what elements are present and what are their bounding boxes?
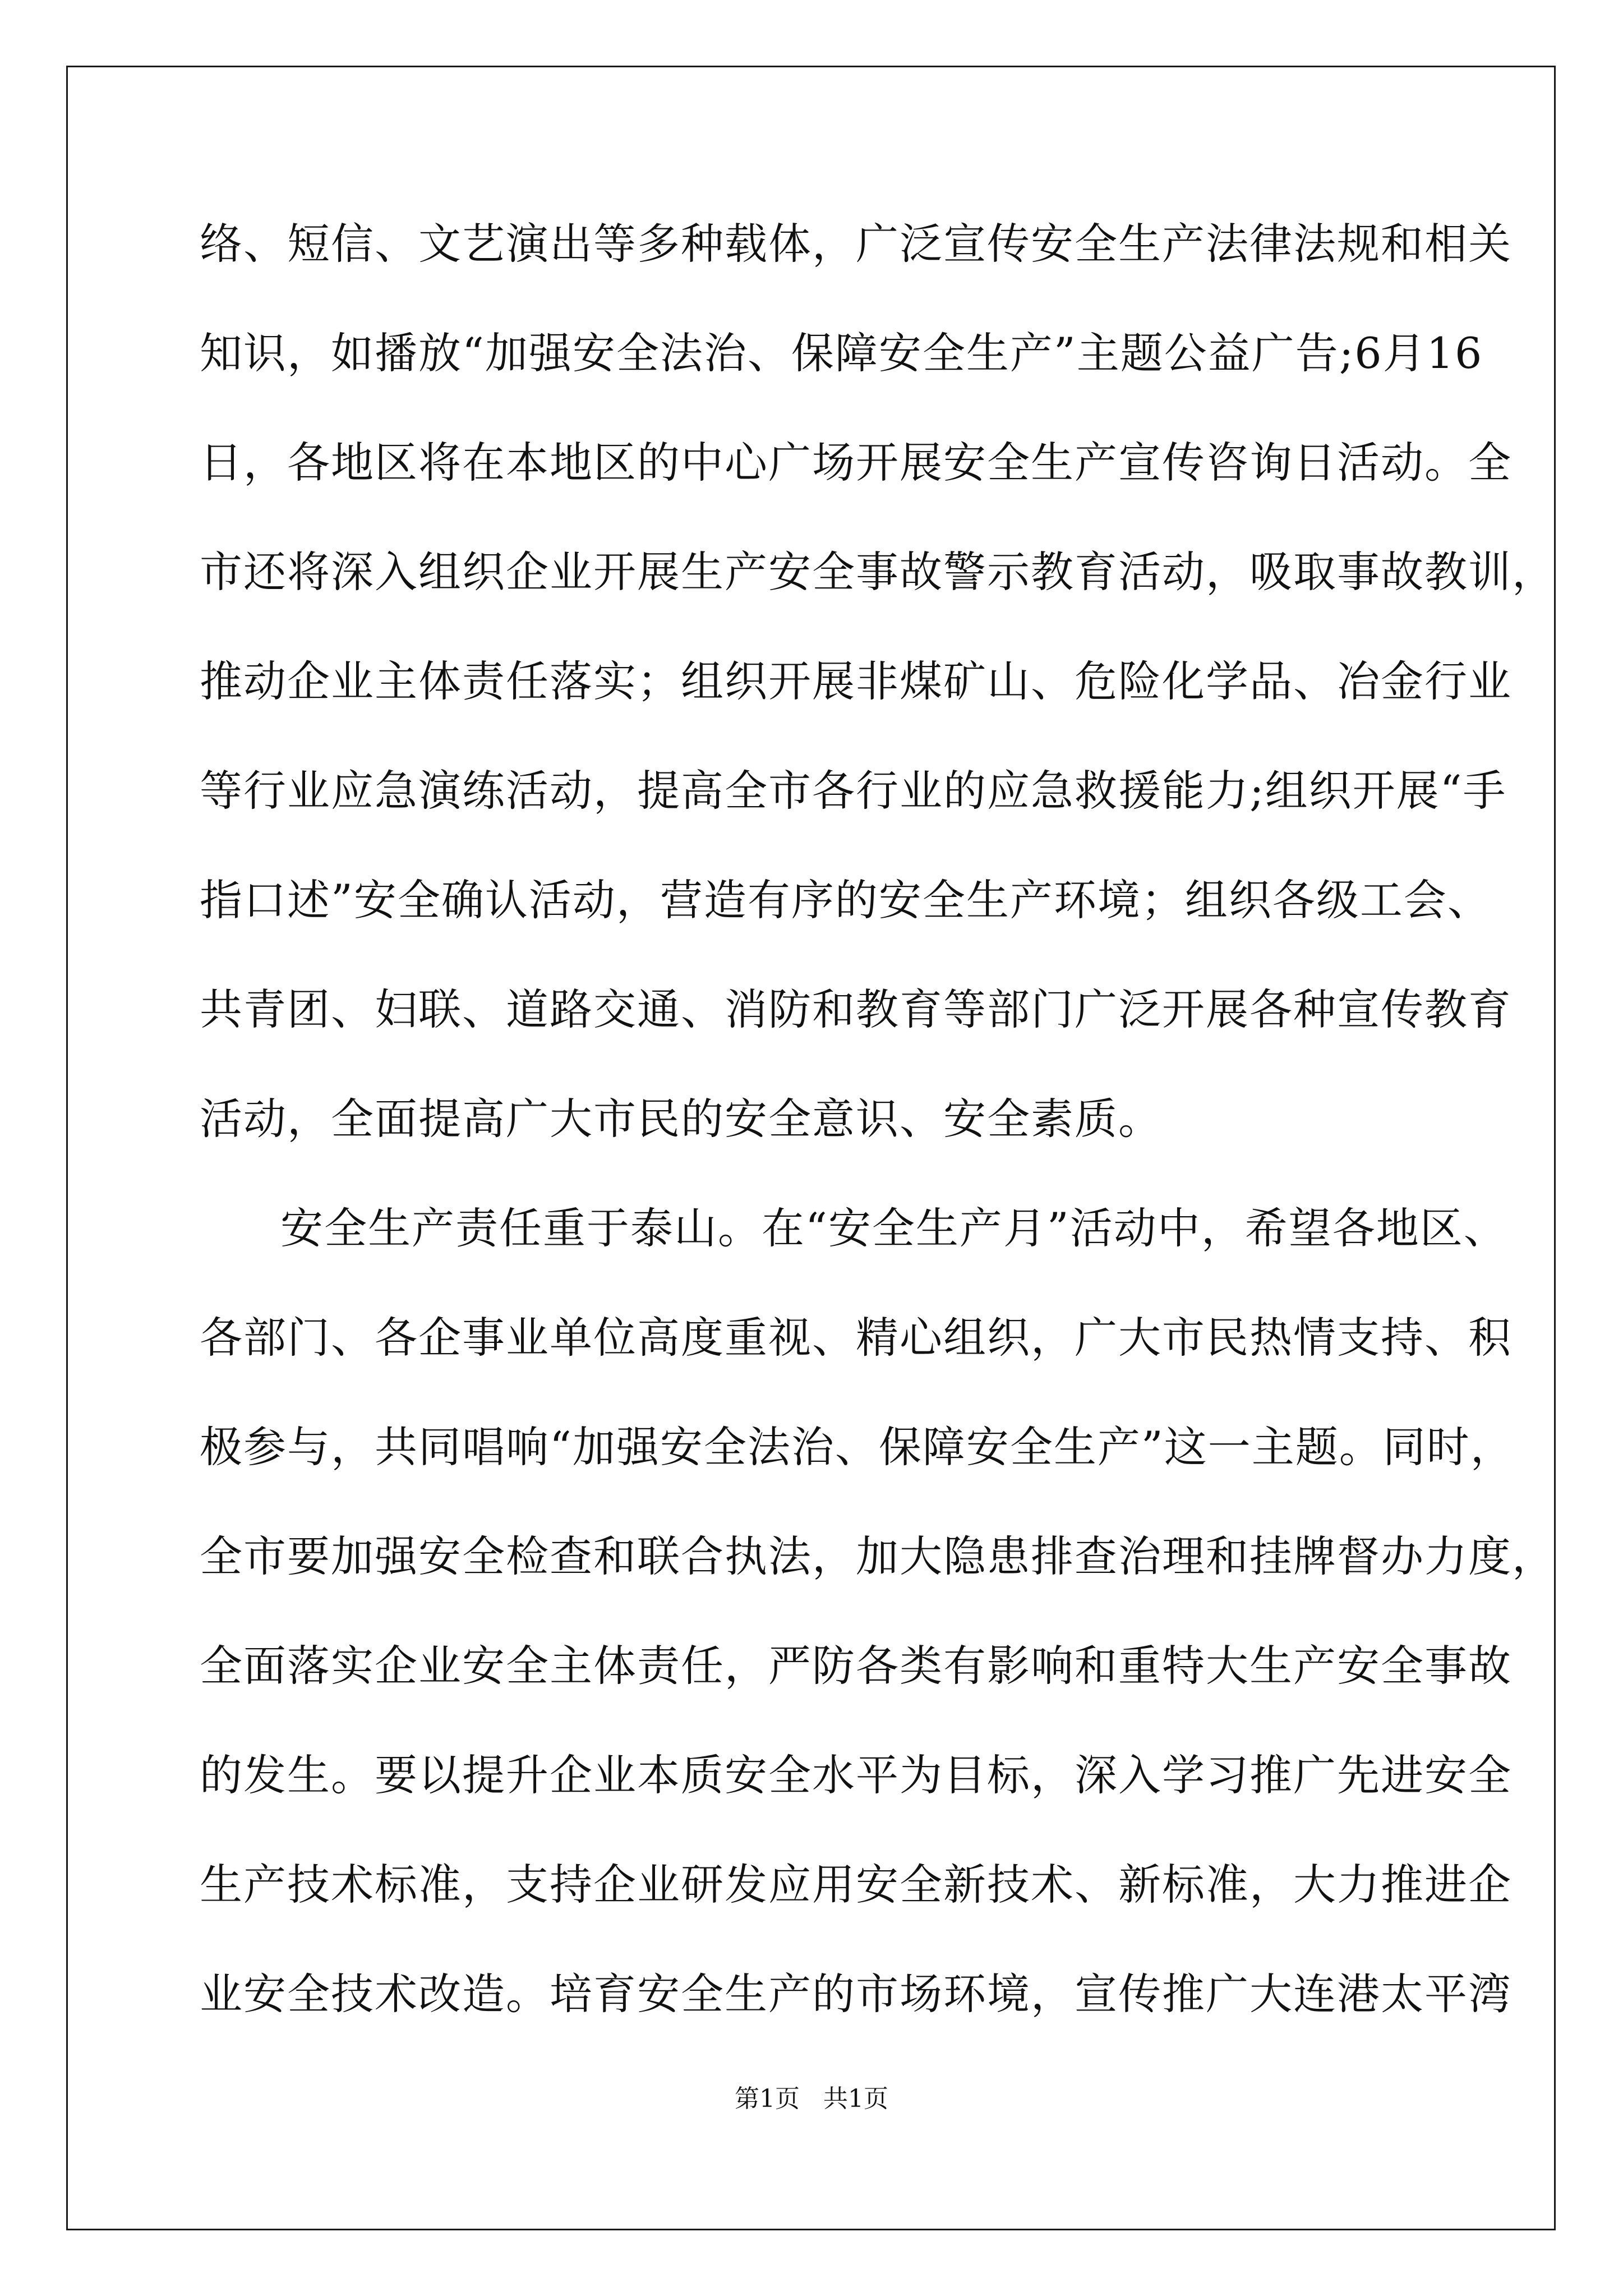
text-line: 全市要加强安全检查和联合执法，加大隐患排查治理和挂牌督办力度， [200,1531,1556,1581]
text-line: 活动，全面提高广大市民的安全意识、安全素质。 [200,1094,1162,1144]
text-line: 日，各地区将在本地区的中心广场开展安全生产宣传咨询日活动。全 [200,438,1512,487]
text-line: 推动企业主体责任落实；组织开展非煤矿山、危险化学品、冶金行业 [200,656,1512,706]
text-line: 全面落实企业安全主体责任，严防各类有影响和重特大生产安全事故 [200,1641,1512,1691]
text-line: 指口述”安全确认活动，营造有序的安全生产环境；组织各级工会、 [200,875,1491,925]
page-number: 第1页 共1页 [735,2085,888,2113]
text-line: 市还将深入组织企业开展生产安全事故警示教育活动，吸取事故教训， [200,547,1556,597]
text-line: 业安全技术改造。培育安全生产的市场环境，宣传推广大连港太平湾 [200,1969,1512,2019]
text-line: 知识，如播放“加强安全法治、保障安全生产”主题公益广告;6月16 [200,328,1483,378]
text-line: 各部门、各企事业单位高度重视、精心组织，广大市民热情支持、积 [200,1313,1512,1363]
text-line: 共青团、妇联、道路交通、消防和教育等部门广泛开展各种宣传教育 [200,984,1512,1034]
text-line: 生产技术标准，支持企业研发应用安全新技术、新标准，大力推进企 [200,1860,1512,1910]
text-line: 等行业应急演练活动，提高全市各行业的应急救援能力;组织开展“手 [200,766,1507,816]
text-line: 络、短信、文艺演出等多种载体，广泛宣传安全生产法律法规和相关 [200,219,1512,269]
text-line: 极参与，共同唱响“加强安全法治、保障安全生产”这一主题。同时， [200,1422,1514,1472]
paragraph-first-line: 安全生产责任重于泰山。在“安全生产月”活动中，希望各地区、 [280,1203,1507,1253]
text-line: 的发生。要以提升企业本质安全水平为目标，深入学习推广先进安全 [200,1750,1512,1800]
